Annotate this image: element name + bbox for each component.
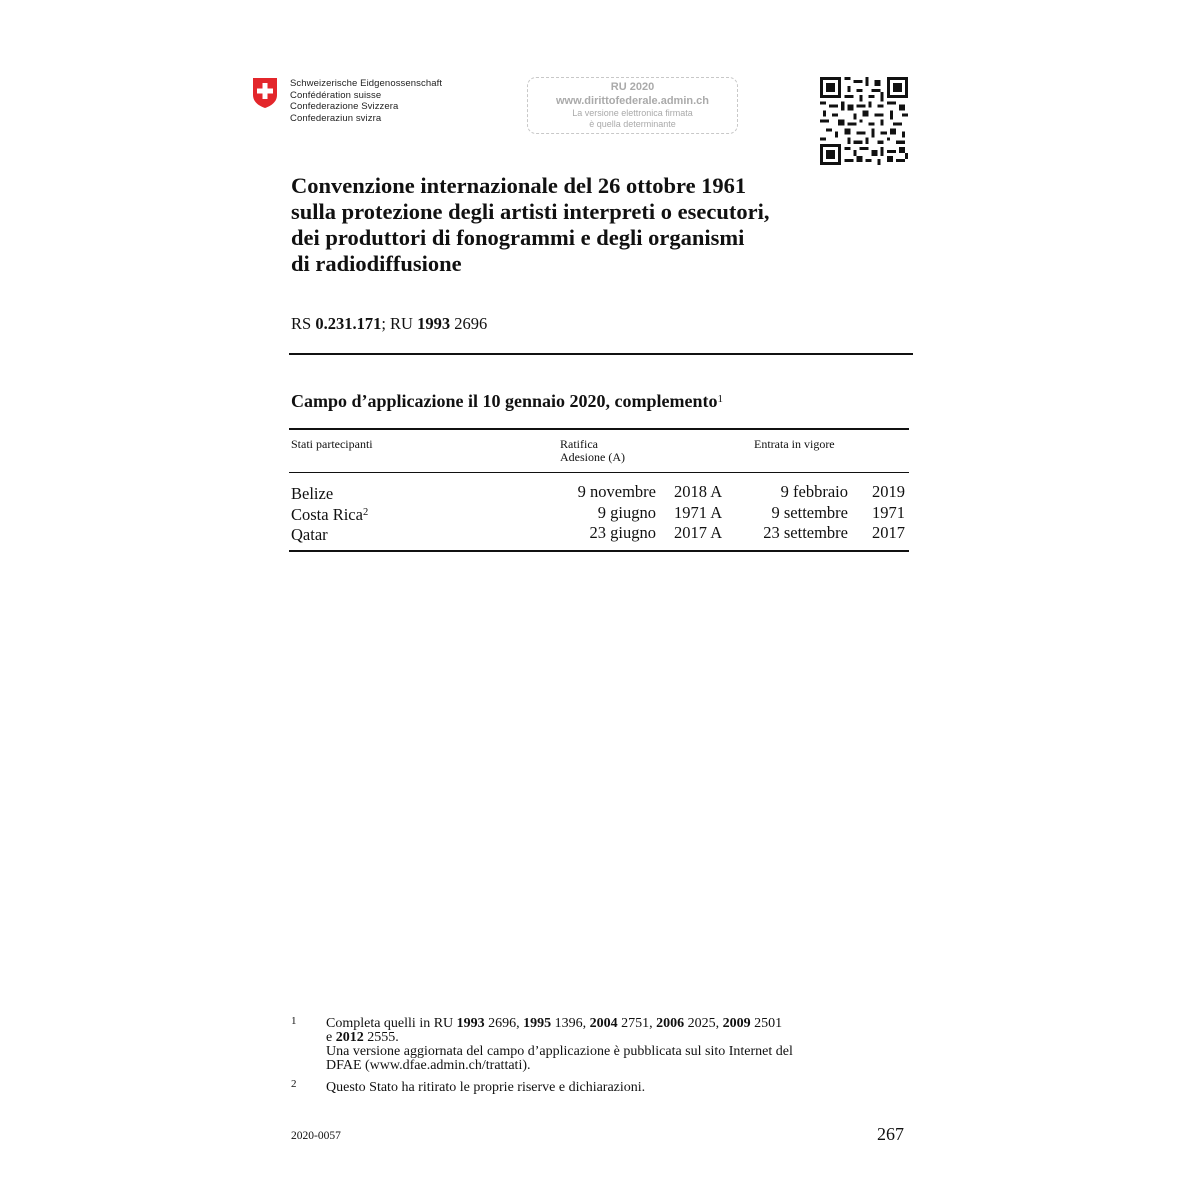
cell-ratification-date: 9 giugno: [597, 503, 656, 522]
confederation-names: [290, 78, 442, 124]
cell-state: [291, 482, 333, 504]
footnote-1-line-1: Completa quelli in RU 1993 2696, 1995 1396, 2004 2751, 2006 2025, 2009 2501: [326, 1016, 783, 1031]
footnote-1-line-4: DFAE (www.dfae.admin.ch/trattati).: [326, 1058, 531, 1073]
page-number: 267: [877, 1124, 904, 1144]
table-row: [0, 503, 1200, 523]
title-divider: [289, 353, 913, 355]
swiss-cross-shield-icon: [252, 77, 278, 109]
cell-ratification-date: 9 novembre: [577, 482, 656, 501]
cell-entry-year: 2017: [872, 523, 905, 542]
footnote-1-line-3: Una versione aggiornata del campo d’applicazione è pubblicata sul sito Internet del: [326, 1044, 793, 1059]
cell-state: [291, 503, 368, 525]
document-number: 2020-0057: [291, 1130, 341, 1142]
footnote-2: Questo Stato ha ritirato le proprie riserve e dichiarazioni.: [326, 1080, 646, 1095]
ref-rs-prefix: RS: [291, 314, 316, 333]
cell-state: [291, 523, 328, 545]
stamp-note-2: è quella determinante: [589, 119, 676, 129]
confederation-name-fr: Confédération suisse: [290, 89, 382, 101]
table-top-rule: [289, 428, 909, 430]
stamp-note-1: La versione elettronica firmata: [572, 108, 693, 118]
footnote-1-number: 1: [291, 1015, 297, 1027]
header-entrata: Entrata in vigore: [754, 437, 835, 451]
title-line-4: di radiodiffusione: [291, 251, 462, 276]
cell-entry-year: 2019: [872, 482, 905, 501]
cell-ratification-year: 2018 A: [674, 482, 723, 501]
cell-ratification-date: 23 giugno: [589, 523, 656, 542]
state-name: Qatar: [291, 525, 328, 544]
state-name: Belize: [291, 484, 334, 503]
table-row: [0, 482, 1200, 502]
footnote-1: [326, 1017, 886, 1073]
publication-stamp: [527, 77, 738, 134]
subtitle-text: Campo d’applicazione il 10 gennaio 2020, complemento: [291, 391, 718, 411]
document-title: [291, 173, 851, 277]
title-line-2: sulla protezione degli artisti interpreti o esecutori,: [291, 199, 770, 224]
stamp-ru: RU 2020: [610, 81, 655, 93]
table-row: [0, 523, 1200, 543]
cell-entry-date: 9 settembre: [771, 503, 848, 522]
ref-ru-page: 2696: [450, 314, 488, 333]
table-header-rule: [289, 472, 909, 473]
title-line-3: dei produttori di fonogrammi e degli organismi: [291, 225, 745, 250]
qr-code-icon: [820, 77, 908, 165]
cell-entry-year: 1971: [872, 503, 905, 522]
header-adesione-label: Adesione (A): [560, 450, 625, 464]
section-subtitle: [291, 391, 723, 412]
cell-entry-date: 9 febbraio: [780, 482, 848, 501]
state-name: Costa Rica: [291, 505, 363, 524]
stamp-url: www.dirittofederale.admin.ch: [555, 95, 709, 107]
confederation-name-rm: Confederaziun svizra: [290, 112, 382, 124]
subtitle-footnote-ref: 1: [717, 393, 723, 405]
footnote-1-line-2: e 2012 2555.: [326, 1030, 399, 1045]
table-bottom-rule: [289, 550, 909, 552]
cell-entry-date: 23 settembre: [763, 523, 848, 542]
ref-sep: ; RU: [381, 314, 418, 333]
footnote-2-number: 2: [291, 1078, 297, 1090]
ref-ru-year: 1993: [417, 314, 451, 333]
title-line-1: Convenzione internazionale del 26 ottobre 1961: [291, 173, 747, 198]
cell-ratification-year: 2017 A: [674, 523, 723, 542]
header-states: Stati partecipanti: [291, 437, 373, 451]
state-note: 2: [362, 507, 369, 518]
ref-rs-number: 0.231.171: [315, 314, 382, 333]
confederation-name-it: Confederazione Svizzera: [290, 101, 399, 113]
header-ratifica-label: Ratifica: [560, 437, 598, 451]
header-ratifica: [560, 438, 625, 464]
document-reference: [291, 314, 487, 334]
confederation-name-de: Schweizerische Eidgenossenschaft: [290, 78, 443, 89]
cell-ratification-year: 1971 A: [674, 503, 723, 522]
